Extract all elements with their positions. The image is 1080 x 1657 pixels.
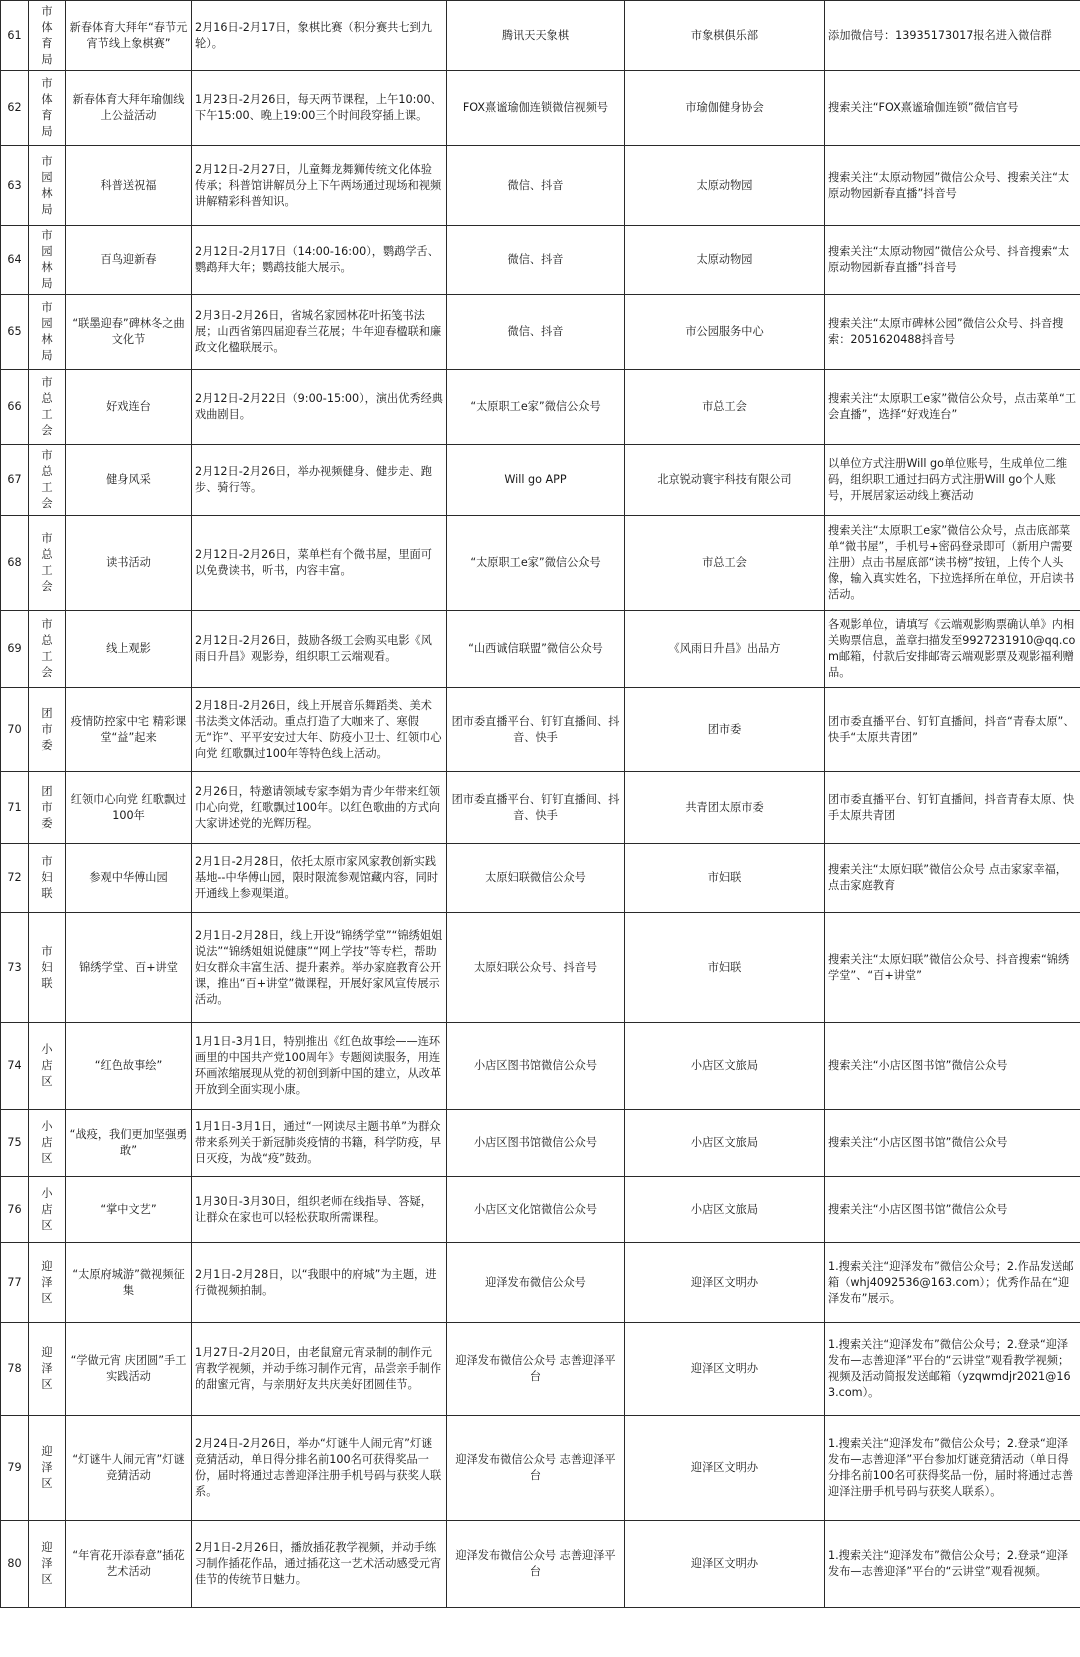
activity-name: 读书活动 bbox=[66, 516, 192, 611]
activity-name: “战疫，我们更加坚强勇敢” bbox=[66, 1110, 192, 1177]
platform-cell: FOX熹谧瑜伽连锁微信视频号 bbox=[447, 71, 625, 146]
org-label: 市总工会 bbox=[41, 532, 53, 593]
organizer-unit: 迎泽区文明办 bbox=[625, 1323, 825, 1416]
platform-cell: 微信、抖音 bbox=[447, 226, 625, 295]
platform-cell: 迎泽发布微信公众号 志善迎泽平台 bbox=[447, 1416, 625, 1521]
activity-description: 2月1日-2月28日，线上开设“锦绣学堂”“锦绣姐姐说法”“锦绣姐姐说健康”“网上学技”等专栏，帮助妇女群众丰富生活、提升素养。举办家庭教育公开课，推出“百+讲堂”微课程，开展好家风宣传展示活动。 bbox=[192, 913, 447, 1023]
platform-cell: 小店区文化馆微信公众号 bbox=[447, 1177, 625, 1243]
org-cell bbox=[29, 1416, 66, 1521]
table-row bbox=[1, 1243, 1080, 1323]
table-row bbox=[1, 1110, 1080, 1177]
access-method: 搜索关注“太原妇联”微信公众号、抖音搜索“锦绣学堂”、“百+讲堂” bbox=[825, 913, 1080, 1023]
activity-description: 1月27日-2月20日，由老鼠窟元宵录制的制作元宵教学视频，并动手练习制作元宵，品尝亲手制作的甜蜜元宵，与亲朋好友共庆美好团圆佳节。 bbox=[192, 1323, 447, 1416]
access-method: 搜索关注“小店区图书馆”微信公众号 bbox=[825, 1023, 1080, 1110]
table-row bbox=[1, 71, 1080, 146]
org-label: 小店区 bbox=[41, 1120, 53, 1165]
organizer-unit: 市妇联 bbox=[625, 913, 825, 1023]
access-method: 团市委直播平台、钉钉直播间，抖音“青春太原”、快手“太原共青团” bbox=[825, 688, 1080, 772]
org-cell bbox=[29, 295, 66, 370]
organizer-unit: 太原动物园 bbox=[625, 226, 825, 295]
organizer-unit: 迎泽区文明办 bbox=[625, 1416, 825, 1521]
org-cell bbox=[29, 1323, 66, 1416]
row-number: 74 bbox=[1, 1023, 29, 1110]
organizer-unit: 市瑜伽健身协会 bbox=[625, 71, 825, 146]
activity-name: 新春体育大拜年瑜伽线上公益活动 bbox=[66, 71, 192, 146]
activity-name: 科普送祝福 bbox=[66, 146, 192, 226]
access-method: 搜索关注“小店区图书馆”微信公众号 bbox=[825, 1110, 1080, 1177]
platform-cell: 迎泽发布微信公众号 志善迎泽平台 bbox=[447, 1521, 625, 1608]
activity-description: 2月12日-2月27日，儿童舞龙舞狮传统文化体验传承；科普馆讲解员分上下午两场通过现场和视频讲解精彩科普知识。 bbox=[192, 146, 447, 226]
row-number: 67 bbox=[1, 445, 29, 516]
organizer-unit: 迎泽区文明办 bbox=[625, 1521, 825, 1608]
activity-description: 2月16日-2月17日，象棋比赛（积分赛共七到九轮）。 bbox=[192, 1, 447, 71]
org-label: 团市委 bbox=[41, 784, 53, 830]
access-method: 搜索关注“小店区图书馆”微信公众号 bbox=[825, 1177, 1080, 1243]
activity-name: 百鸟迎新春 bbox=[66, 226, 192, 295]
org-cell bbox=[29, 370, 66, 445]
platform-cell: 微信、抖音 bbox=[447, 146, 625, 226]
org-cell bbox=[29, 1, 66, 71]
platform-cell: 太原妇联微信公众号 bbox=[447, 844, 625, 913]
org-label: 市总工会 bbox=[41, 449, 53, 510]
org-label: 市妇联 bbox=[41, 944, 53, 990]
table-row bbox=[1, 611, 1080, 688]
organizer-unit: 团市委 bbox=[625, 688, 825, 772]
activity-name: 红领巾心向党 红歌飘过100年 bbox=[66, 772, 192, 844]
platform-cell: “太原职工e家”微信公众号 bbox=[447, 370, 625, 445]
table-row bbox=[1, 688, 1080, 772]
row-number: 62 bbox=[1, 71, 29, 146]
organizer-unit: 市公园服务中心 bbox=[625, 295, 825, 370]
activity-description: 1月23日-2月26日，每天两节课程，上午10:00、下午15:00、晚上19:00三个时间段穿插上课。 bbox=[192, 71, 447, 146]
access-method: 各观影单位，请填写《云端观影购票确认单》内相关购票信息，盖章扫描发至9927231910@qq.com邮箱，付款后安排邮寄云端观影票及观影福利赠品。 bbox=[825, 611, 1080, 688]
org-cell bbox=[29, 688, 66, 772]
organizer-unit: 迎泽区文明办 bbox=[625, 1243, 825, 1323]
activity-description: 2月3日-2月26日，省城名家园林花叶拓笺书法展；山西省第四届迎春兰花展；牛年迎春楹联和廉政文化楹联展示。 bbox=[192, 295, 447, 370]
activity-description: 2月18日-2月26日，线上开展音乐舞蹈类、美术书法类文体活动。重点打造了大咖来了、寒假无“诈”、平平安安过大年、防疫小卫士、红领巾心向党 红歌飘过100年等特色线上活动。 bbox=[192, 688, 447, 772]
org-cell bbox=[29, 1110, 66, 1177]
access-method: 搜索关注“太原职工e家”微信公众号，点击底部菜单“微书屋”，手机号+密码登录即可（新用户需要注册）点击书屋底部“读书榜”按钮，上传个人头像，输入真实姓名，下拉选择所在单位，开启读书活动。 bbox=[825, 516, 1080, 611]
row-number: 78 bbox=[1, 1323, 29, 1416]
org-label: 市园林局 bbox=[41, 229, 53, 290]
activity-name: “红色故事绘” bbox=[66, 1023, 192, 1110]
table-row bbox=[1, 913, 1080, 1023]
row-number: 72 bbox=[1, 844, 29, 913]
activity-name: 参观中华傅山园 bbox=[66, 844, 192, 913]
row-number: 64 bbox=[1, 226, 29, 295]
row-number: 76 bbox=[1, 1177, 29, 1243]
org-label: 迎泽区 bbox=[41, 1445, 53, 1490]
org-label: 小店区 bbox=[41, 1043, 53, 1088]
activity-description: 2月1日-2月28日，依托太原市家风家教创新实践基地--中华傅山园，限时限流参观馆藏内容，同时开通线上参观渠道。 bbox=[192, 844, 447, 913]
org-label: 市园林局 bbox=[41, 301, 53, 362]
row-number: 77 bbox=[1, 1243, 29, 1323]
table-row bbox=[1, 1521, 1080, 1608]
access-method: 搜索关注“太原动物园”微信公众号、抖音搜索“太原动物园新春直播”抖音号 bbox=[825, 226, 1080, 295]
access-method: 1.搜索关注“迎泽发布”微信公众号；2.作品发送邮箱（whj4092536@163.com）；优秀作品在“迎泽发布”展示。 bbox=[825, 1243, 1080, 1323]
org-cell bbox=[29, 146, 66, 226]
activity-name: “太原府城游”微视频征集 bbox=[66, 1243, 192, 1323]
access-method: 搜索关注“太原市碑林公园”微信公众号、抖音搜索：2051620488抖音号 bbox=[825, 295, 1080, 370]
table-body bbox=[1, 1, 1080, 1608]
activity-name: “掌中文艺” bbox=[66, 1177, 192, 1243]
row-number: 69 bbox=[1, 611, 29, 688]
org-label: 迎泽区 bbox=[41, 1346, 53, 1391]
platform-cell: 团市委直播平台、钉钉直播间、抖音、快手 bbox=[447, 688, 625, 772]
org-cell bbox=[29, 913, 66, 1023]
row-number: 65 bbox=[1, 295, 29, 370]
row-number: 75 bbox=[1, 1110, 29, 1177]
org-label: 市妇联 bbox=[41, 855, 53, 900]
org-label: 团市委 bbox=[41, 706, 53, 752]
platform-cell: 太原妇联公众号、抖音号 bbox=[447, 913, 625, 1023]
activity-name: 锦绣学堂、百+讲堂 bbox=[66, 913, 192, 1023]
org-cell bbox=[29, 1023, 66, 1110]
org-cell bbox=[29, 1521, 66, 1608]
activity-name: 新春体育大拜年“春节元宵节线上象棋赛” bbox=[66, 1, 192, 71]
activity-name: “年宵花开添春意”插花艺术活动 bbox=[66, 1521, 192, 1608]
platform-cell: 小店区图书馆微信公众号 bbox=[447, 1023, 625, 1110]
org-label: 迎泽区 bbox=[41, 1259, 53, 1305]
organizer-unit: 小店区文旅局 bbox=[625, 1110, 825, 1177]
organizer-unit: 共青团太原市委 bbox=[625, 772, 825, 844]
org-cell bbox=[29, 1243, 66, 1323]
row-number: 73 bbox=[1, 913, 29, 1023]
org-label: 市体育局 bbox=[41, 4, 53, 66]
activity-name: “灯谜牛人闹元宵”灯谜竞猜活动 bbox=[66, 1416, 192, 1521]
row-number: 61 bbox=[1, 1, 29, 71]
activity-description: 2月12日-2月26日，菜单栏有个微书屋，里面可以免费读书，听书，内容丰富。 bbox=[192, 516, 447, 611]
organizer-unit: 小店区文旅局 bbox=[625, 1177, 825, 1243]
activity-name: 健身风采 bbox=[66, 445, 192, 516]
table-row bbox=[1, 1177, 1080, 1243]
row-number: 68 bbox=[1, 516, 29, 611]
row-number: 66 bbox=[1, 370, 29, 445]
activity-name: “联墨迎春”碑林冬之曲文化节 bbox=[66, 295, 192, 370]
platform-cell: 小店区图书馆微信公众号 bbox=[447, 1110, 625, 1177]
org-cell bbox=[29, 445, 66, 516]
org-cell bbox=[29, 71, 66, 146]
access-method: 搜索关注“太原动物园”微信公众号、搜索关注“太原动物园新春直播”抖音号 bbox=[825, 146, 1080, 226]
activity-description: 2月12日-2月26日，举办视频健身、健步走、跑步、骑行等。 bbox=[192, 445, 447, 516]
access-method: 团市委直播平台、钉钉直播间，抖音青春太原、快手太原共青团 bbox=[825, 772, 1080, 844]
table-row bbox=[1, 844, 1080, 913]
platform-cell: 迎泽发布微信公众号 bbox=[447, 1243, 625, 1323]
row-number: 71 bbox=[1, 772, 29, 844]
access-method: 1.搜索关注“迎泽发布”微信公众号；2.登录“迎泽发布—志善迎泽”平台的“云讲堂”观看视频。 bbox=[825, 1521, 1080, 1608]
organizer-unit: 《风雨日升昌》出品方 bbox=[625, 611, 825, 688]
activity-description: 1月1日-3月1日，特别推出《红色故事绘——连环画里的中国共产党100周年》专题阅读服务，用连环画浓缩展现从党的初创到新中国的建立，从改革开放到全面实现小康。 bbox=[192, 1023, 447, 1110]
activity-name: 疫情防控家中宅 精彩课堂“益”起来 bbox=[66, 688, 192, 772]
table-row bbox=[1, 295, 1080, 370]
table-row bbox=[1, 370, 1080, 445]
access-method: 1.搜索关注“迎泽发布”微信公众号；2.登录“迎泽发布—志善迎泽”平台参加灯谜竞猜活动（单日得分排名前100名可获得奖品一份，届时将通过志善迎泽注册手机号码与获奖人联系）。 bbox=[825, 1416, 1080, 1521]
org-label: 市总工会 bbox=[41, 376, 53, 437]
organizer-unit: 太原动物园 bbox=[625, 146, 825, 226]
organizer-unit: 市妇联 bbox=[625, 844, 825, 913]
platform-cell: “太原职工e家”微信公众号 bbox=[447, 516, 625, 611]
table-row bbox=[1, 772, 1080, 844]
org-cell bbox=[29, 772, 66, 844]
table-row bbox=[1, 445, 1080, 516]
platform-cell: Will go APP bbox=[447, 445, 625, 516]
platform-cell: “山西诚信联盟”微信公众号 bbox=[447, 611, 625, 688]
activity-name: “学做元宵 庆团圆”手工实践活动 bbox=[66, 1323, 192, 1416]
organizer-unit: 市总工会 bbox=[625, 370, 825, 445]
activity-description: 2月1日-2月26日，播放插花教学视频，并动手练习制作插花作品，通过插花这一艺术活动感受元宵佳节的传统节日魅力。 bbox=[192, 1521, 447, 1608]
org-label: 迎泽区 bbox=[41, 1541, 53, 1586]
organizer-unit: 小店区文旅局 bbox=[625, 1023, 825, 1110]
table-row bbox=[1, 226, 1080, 295]
row-number: 80 bbox=[1, 1521, 29, 1608]
organizer-unit: 市总工会 bbox=[625, 516, 825, 611]
org-cell bbox=[29, 1177, 66, 1243]
activity-name: 好戏连台 bbox=[66, 370, 192, 445]
org-label: 市体育局 bbox=[41, 77, 53, 138]
activity-description: 2月24日-2月26日，举办“灯谜牛人闹元宵”灯谜竞猜活动，单日得分排名前100名可获得奖品一份，届时将通过志善迎泽注册手机号码与获奖人联系。 bbox=[192, 1416, 447, 1521]
org-label: 小店区 bbox=[41, 1186, 53, 1232]
activity-name: 线上观影 bbox=[66, 611, 192, 688]
access-method: 搜索关注“FOX熹谧瑜伽连锁”微信官号 bbox=[825, 71, 1080, 146]
table-row bbox=[1, 1416, 1080, 1521]
organizer-unit: 北京锐动寰宇科技有限公司 bbox=[625, 445, 825, 516]
access-method: 搜索关注“太原妇联”微信公众号 点击家家幸福，点击家庭教育 bbox=[825, 844, 1080, 913]
org-cell bbox=[29, 516, 66, 611]
access-method: 添加微信号：13935173017报名进入微信群 bbox=[825, 1, 1080, 71]
activity-description: 2月12日-2月26日，鼓励各级工会购买电影《风雨日升昌》观影券，组织职工云端观看。 bbox=[192, 611, 447, 688]
org-cell bbox=[29, 844, 66, 913]
activity-description: 1月1日-3月1日，通过“一网读尽主题书单”为群众带来系列关于新冠肺炎疫情的书籍，科学防疫，早日灭疫，为战“疫”鼓劲。 bbox=[192, 1110, 447, 1177]
access-method: 1.搜索关注“迎泽发布”微信公众号；2.登录“迎泽发布—志善迎泽”平台的“云讲堂”观看教学视频；视频及活动简报发送邮箱（yzqwmdjr2021@163.com）。 bbox=[825, 1323, 1080, 1416]
activity-description: 1月30日-3月30日，组织老师在线指导、答疑，让群众在家也可以轻松获取所需课程。 bbox=[192, 1177, 447, 1243]
row-number: 70 bbox=[1, 688, 29, 772]
org-label: 市总工会 bbox=[41, 618, 53, 679]
access-method: 搜索关注“太原职工e家”微信公众号，点击菜单“工会直播”，选择“好戏连台” bbox=[825, 370, 1080, 445]
table-row bbox=[1, 516, 1080, 611]
org-label: 市园林局 bbox=[41, 154, 53, 216]
table-row bbox=[1, 1323, 1080, 1416]
access-method: 以单位方式注册Will go单位账号，生成单位二维码，组织职工通过扫码方式注册Will go个人账号，开展居家运动线上赛活动 bbox=[825, 445, 1080, 516]
activity-description: 2月12日-2月22日（9:00-15:00），演出优秀经典戏曲剧目。 bbox=[192, 370, 447, 445]
row-number: 63 bbox=[1, 146, 29, 226]
activity-description: 2月1日-2月28日，以“我眼中的府城”为主题，进行微视频拍制。 bbox=[192, 1243, 447, 1323]
org-cell bbox=[29, 226, 66, 295]
platform-cell: 腾讯天天象棋 bbox=[447, 1, 625, 71]
table-row bbox=[1, 1, 1080, 71]
row-number: 79 bbox=[1, 1416, 29, 1521]
platform-cell: 团市委直播平台、钉钉直播间、抖音、快手 bbox=[447, 772, 625, 844]
table-row bbox=[1, 1023, 1080, 1110]
organizer-unit: 市象棋俱乐部 bbox=[625, 1, 825, 71]
platform-cell: 微信、抖音 bbox=[447, 295, 625, 370]
org-cell bbox=[29, 611, 66, 688]
activity-description: 2月12日-2月17日（14:00-16:00），鹦鹉学舌、鹦鹉拜大年；鹦鹉技能大展示。 bbox=[192, 226, 447, 295]
table-row bbox=[1, 146, 1080, 226]
platform-cell: 迎泽发布微信公众号 志善迎泽平台 bbox=[447, 1323, 625, 1416]
activity-description: 2月26日，特邀请领域专家李娟为青少年带来红领巾心向党，红歌飘过100年。以红色歌曲的方式向大家讲述党的光辉历程。 bbox=[192, 772, 447, 844]
